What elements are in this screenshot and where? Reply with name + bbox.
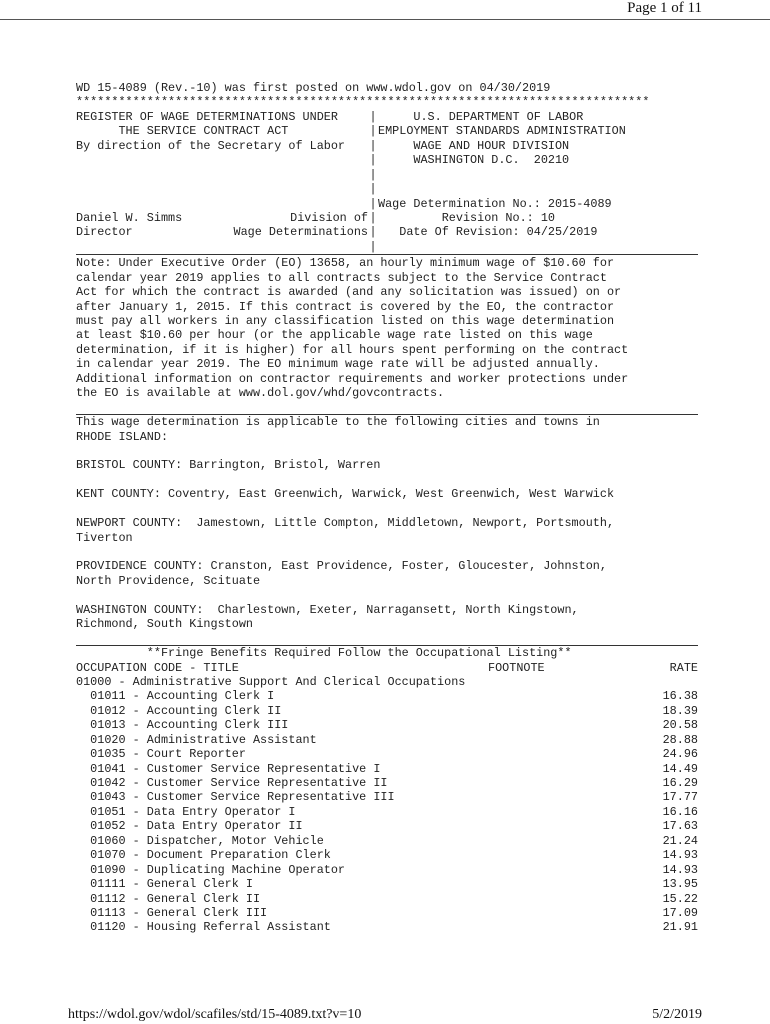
occupation-rate: 17.63 — [662, 819, 698, 834]
occupation-row — [76, 776, 698, 790]
table-header — [76, 661, 698, 675]
county-washington: WASHINGTON COUNTY: Charlestown, Exeter, Narragansett, North Kingstown, — [76, 602, 579, 617]
fringe-notice: **Fringe Benefits Required Follow the Occupational Listing** — [76, 646, 572, 661]
header-left: REGISTER OF WAGE DETERMINATIONS UNDER — [76, 109, 338, 124]
page-footer — [68, 1007, 702, 1023]
occupation-row — [76, 733, 698, 747]
occupation-row — [76, 819, 698, 833]
note-line: in calendar year 2019. The EO minimum wage rate will be adjusted annually. — [76, 357, 600, 372]
occupation-row — [76, 877, 698, 891]
note-line: determination, if it is higher) for all hours spent performing on the contract — [76, 342, 629, 357]
header-row: | — [369, 182, 377, 197]
header-row: | — [369, 167, 377, 182]
county-bristol: BRISTOL COUNTY: Barrington, Bristol, Warren — [76, 458, 381, 473]
occupation-row — [76, 892, 698, 906]
occupation-row — [76, 920, 698, 934]
occupation-title: 01060 - Dispatcher, Motor Vehicle — [76, 833, 324, 848]
occupation-rate: 21.91 — [662, 920, 698, 935]
county-kent: KENT COUNTY: Coventry, East Greenwich, Warwick, West Greenwich, West Warwick — [76, 487, 615, 502]
occupation-rate: 14.93 — [662, 862, 698, 877]
header-row: | — [76, 240, 698, 255]
occupation-rate: 14.49 — [662, 761, 698, 776]
occupation-rate: 16.16 — [662, 804, 698, 819]
header-rule — [0, 19, 770, 20]
occupation-list — [76, 689, 698, 934]
occupation-title: 01090 - Duplicating Machine Operator — [76, 862, 346, 877]
footer-date: 5/2/2019 — [652, 1007, 702, 1022]
occupation-row — [76, 718, 698, 732]
occupation-title: 01043 - Customer Service Representative III — [76, 790, 395, 805]
applicability-line: This wage determination is applicable to the following cities and towns in — [76, 415, 600, 430]
header-right: WAGE AND HOUR DIVISION — [378, 138, 570, 153]
division-label: Division of — [290, 210, 368, 225]
county-newport-cont: Tiverton — [76, 530, 133, 545]
wage-determination-document — [76, 81, 698, 935]
occupation-row — [76, 863, 698, 877]
header-row: | Wage Determination No.: 2015-4089 — [76, 197, 698, 211]
occupation-row — [76, 689, 698, 703]
header-right: WASHINGTON D.C. 20210 — [378, 153, 570, 168]
county-newport: NEWPORT COUNTY: Jamestown, Little Compton, Middletown, Newport, Portsmouth, — [76, 516, 615, 531]
occupation-rate: 17.09 — [662, 905, 698, 920]
occupation-rate: 16.38 — [662, 689, 698, 704]
header-left: By direction of the Secretary of Labor — [76, 138, 346, 153]
occupation-title: 01113 - General Clerk III — [76, 905, 268, 920]
eo-note — [76, 256, 698, 400]
occupation-title: 01111 - General Clerk I — [76, 877, 253, 892]
occupation-row — [76, 834, 698, 848]
wage-determination-number: Wage Determination No.: 2015-4089 — [378, 196, 612, 211]
occupation-rate: 18.39 — [662, 703, 698, 718]
occupation-rate: 28.88 — [662, 732, 698, 747]
note-line: after January 1, 2015. If this contract is covered by the EO, the contractor — [76, 299, 615, 314]
note-line: must pay all workers in any classification listed on this wage determination — [76, 314, 615, 328]
occupation-rate: 24.96 — [662, 747, 698, 762]
column-footnote: FOOTNOTE — [488, 660, 545, 675]
occupation-title: 01112 - General Clerk II — [76, 891, 261, 906]
header-row: Daniel W. Simms Division of | Revision No.: 10 — [76, 211, 698, 225]
occupation-row — [76, 704, 698, 718]
revision-number: Revision No.: 10 — [378, 210, 555, 225]
date-of-revision: Date Of Revision: 04/25/2019 — [378, 225, 598, 240]
column-occupation: OCCUPATION CODE - TITLE — [76, 660, 239, 675]
occupation-row — [76, 805, 698, 819]
occupation-title: 01052 - Data Entry Operator II — [76, 819, 303, 834]
footer-url: https://wdol.gov/wdol/scafiles/std/15-4089.txt?v=10 — [68, 1007, 362, 1022]
county-list — [76, 458, 698, 631]
note-line: Note: Under Executive Order (EO) 13658, an hourly minimum wage of $10.60 for — [76, 256, 615, 271]
note-line: at least $10.60 per hour (or the applicable wage rate listed on this wage — [76, 328, 593, 343]
occupation-title: 01070 - Document Preparation Clerk — [76, 848, 331, 863]
page-number: Page 1 of 11 — [627, 0, 702, 16]
occupation-title: 01041 - Customer Service Representative I — [76, 761, 381, 776]
occupation-row — [76, 906, 698, 920]
division-label: Wage Determinations — [233, 225, 368, 240]
director-name: Daniel W. Simms — [76, 210, 183, 225]
header-row: REGISTER OF WAGE DETERMINATIONS UNDER | U.S. DEPARTMENT OF LABOR — [76, 110, 698, 124]
occupation-group-title: 01000 - Administrative Support And Clerical Occupations — [76, 674, 466, 689]
occupation-rate: 20.58 — [662, 718, 698, 733]
header-right: U.S. DEPARTMENT OF LABOR — [378, 109, 584, 124]
occupation-rate: 13.95 — [662, 877, 698, 892]
occupation-title: 01051 - Data Entry Operator I — [76, 804, 296, 819]
occupation-title: 01120 - Housing Referral Assistant — [76, 920, 331, 935]
occupation-row — [76, 790, 698, 804]
header-row: Director Wage Determinations | Date Of Revision: 04/25/2019 — [76, 225, 698, 239]
occupation-row — [76, 848, 698, 862]
occupation-rate: 15.22 — [662, 891, 698, 906]
county-providence-cont: North Providence, Scituate — [76, 573, 261, 588]
header-row: | WASHINGTON D.C. 20210 — [76, 153, 698, 167]
column-rate: RATE — [669, 660, 698, 675]
header-row: THE SERVICE CONTRACT ACT | EMPLOYMENT STANDARDS ADMINISTRATION — [76, 124, 698, 138]
occupation-rate: 16.29 — [662, 776, 698, 790]
note-line: Additional information on contractor requirements and worker protections under — [76, 371, 629, 386]
stars-separator: ********************************************************************************* — [76, 95, 650, 110]
applicability — [76, 415, 698, 444]
note-line: Act for which the contract is awarded (and any solicitation was issued) on or — [76, 285, 622, 300]
note-line: the EO is available at www.dol.gov/whd/govcontracts. — [76, 386, 445, 401]
occupation-title: 01035 - Court Reporter — [76, 747, 246, 762]
director-title: Director — [76, 225, 133, 240]
occupation-title: 01042 - Customer Service Representative II — [76, 776, 388, 790]
occupation-title: 01011 - Accounting Clerk I — [76, 689, 275, 704]
occupation-rate: 14.93 — [662, 848, 698, 863]
register-header — [76, 110, 698, 255]
occupation-title: 01012 - Accounting Clerk II — [76, 703, 282, 718]
note-line: calendar year 2019 applies to all contracts subject to the Service Contract — [76, 270, 607, 285]
occupation-title: 01013 - Accounting Clerk III — [76, 718, 289, 733]
header-right: EMPLOYMENT STANDARDS ADMINISTRATION — [378, 124, 626, 139]
header-row: By direction of the Secretary of Labor | WAGE AND HOUR DIVISION — [76, 139, 698, 153]
county-providence: PROVIDENCE COUNTY: Cranston, East Providence, Foster, Gloucester, Johnston, — [76, 559, 607, 574]
occupation-title: 01020 - Administrative Assistant — [76, 732, 317, 747]
header-left: THE SERVICE CONTRACT ACT — [76, 124, 289, 139]
occupation-row — [76, 747, 698, 761]
applicability-line: RHODE ISLAND: — [76, 429, 169, 444]
posted-line: WD 15-4089 (Rev.-10) was first posted on www.wdol.gov on 04/30/2019 — [76, 81, 551, 95]
occupation-row — [76, 762, 698, 776]
occupation-rate: 21.24 — [662, 833, 698, 848]
occupation-rate: 17.77 — [662, 790, 698, 805]
county-washington-cont: Richmond, South Kingstown — [76, 617, 253, 632]
